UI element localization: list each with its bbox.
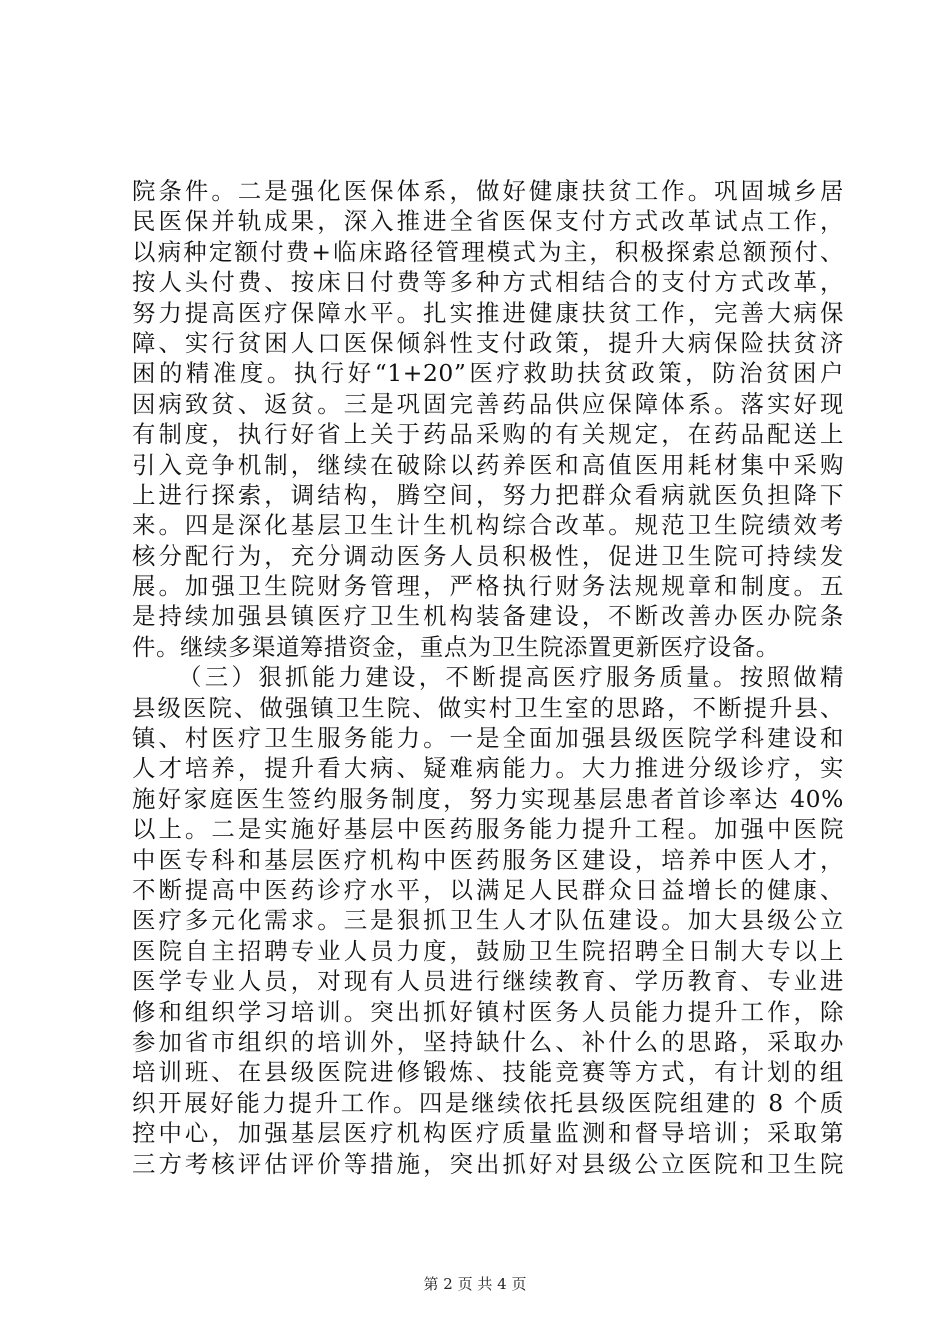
text-line: 按人头付费、按床日付费等多种方式相结合的支付方式改革， bbox=[132, 268, 844, 297]
page-number-label: 第 2 页 共 4 页 bbox=[423, 1275, 527, 1293]
text-line: 是持续加强县镇医疗卫生机构装备建设，不断改善办医办院条 bbox=[132, 602, 844, 631]
body-text bbox=[132, 176, 844, 1179]
text-line: 民医保并轨成果，深入推进全省医保支付方式改革试点工作， bbox=[132, 207, 844, 236]
text-line: 织开展好能力提升工作。四是继续依托县级医院组建的 8 个质 bbox=[132, 1088, 844, 1117]
text-line: 引入竞争机制，继续在破除以药养医和高值医用耗材集中采购 bbox=[132, 450, 844, 479]
text-line: 施好家庭医生签约服务制度，努力实现基层患者首诊率达 40% bbox=[132, 784, 844, 813]
text-line: 院条件。二是强化医保体系，做好健康扶贫工作。巩固城乡居 bbox=[132, 177, 844, 205]
text-line: 上进行探索，调结构，腾空间，努力把群众看病就医负担降下 bbox=[132, 480, 844, 509]
text-line: 医学专业人员，对现有人员进行继续教育、学历教育、专业进 bbox=[132, 967, 844, 996]
text-line: 参加省市组织的培训外，坚持缺什么、补什么的思路，采取办 bbox=[132, 1027, 844, 1056]
text-line: 不断提高中医药诊疗水平，以满足人民群众日益增长的健康、 bbox=[132, 875, 844, 904]
text-line: 来。四是深化基层卫生计生机构综合改革。规范卫生院绩效考 bbox=[132, 511, 844, 540]
text-line: 困的精准度。执行好“1+20”医疗救助扶贫政策，防治贫困户 bbox=[132, 359, 844, 388]
text-line: 医院自主招聘专业人员力度，鼓励卫生院招聘全日制大专以上 bbox=[132, 936, 844, 965]
text-line: 件。继续多渠道筹措资金，重点为卫生院添置更新医疗设备。 bbox=[132, 632, 780, 661]
section-heading-line: （三）狠抓能力建设，不断提高医疗服务质量。按照做精 bbox=[178, 663, 844, 692]
text-line: 以上。二是实施好基层中医药服务能力提升工程。加强中医院 bbox=[132, 815, 844, 844]
text-line: 县级医院、做强镇卫生院、做实村卫生室的思路，不断提升县、 bbox=[132, 693, 844, 722]
text-line: 镇、村医疗卫生服务能力。一是全面加强县级医院学科建设和 bbox=[132, 724, 844, 753]
text-line: 核分配行为，充分调动医务人员积极性，促进卫生院可持续发 bbox=[132, 541, 844, 570]
text-line: 医疗多元化需求。三是狠抓卫生人才队伍建设。加大县级公立 bbox=[132, 906, 844, 935]
text-line: 培训班、在县级医院进修锻炼、技能竞赛等方式，有计划的组 bbox=[132, 1058, 844, 1087]
text-line: 障、实行贫困人口医保倾斜性支付政策，提升大病保险扶贫济 bbox=[132, 328, 844, 357]
text-line: 三方考核评估评价等措施，突出抓好对县级公立医院和卫生院 bbox=[132, 1149, 844, 1178]
text-line: 人才培养，提升看大病、疑难病能力。大力推进分级诊疗，实 bbox=[132, 754, 844, 783]
text-line: 展。加强卫生院财务管理，严格执行财务法规规章和制度。五 bbox=[132, 572, 844, 601]
text-line: 以病种定额付费+临床路径管理模式为主，积极探索总额预付、 bbox=[132, 237, 844, 266]
text-line: 中医专科和基层医疗机构中医药服务区建设，培养中医人才， bbox=[132, 845, 844, 874]
text-line: 控中心，加强基层医疗机构医疗质量监测和督导培训；采取第 bbox=[132, 1119, 844, 1148]
text-line: 有制度，执行好省上关于药品采购的有关规定，在药品配送上 bbox=[132, 420, 844, 449]
page-footer bbox=[0, 1274, 950, 1294]
text-line: 因病致贫、返贫。三是巩固完善药品供应保障体系。落实好现 bbox=[132, 389, 844, 418]
text-line: 努力提高医疗保障水平。扎实推进健康扶贫工作，完善大病保 bbox=[132, 298, 844, 327]
text-line: 修和组织学习培训。突出抓好镇村医务人员能力提升工作，除 bbox=[132, 997, 844, 1026]
